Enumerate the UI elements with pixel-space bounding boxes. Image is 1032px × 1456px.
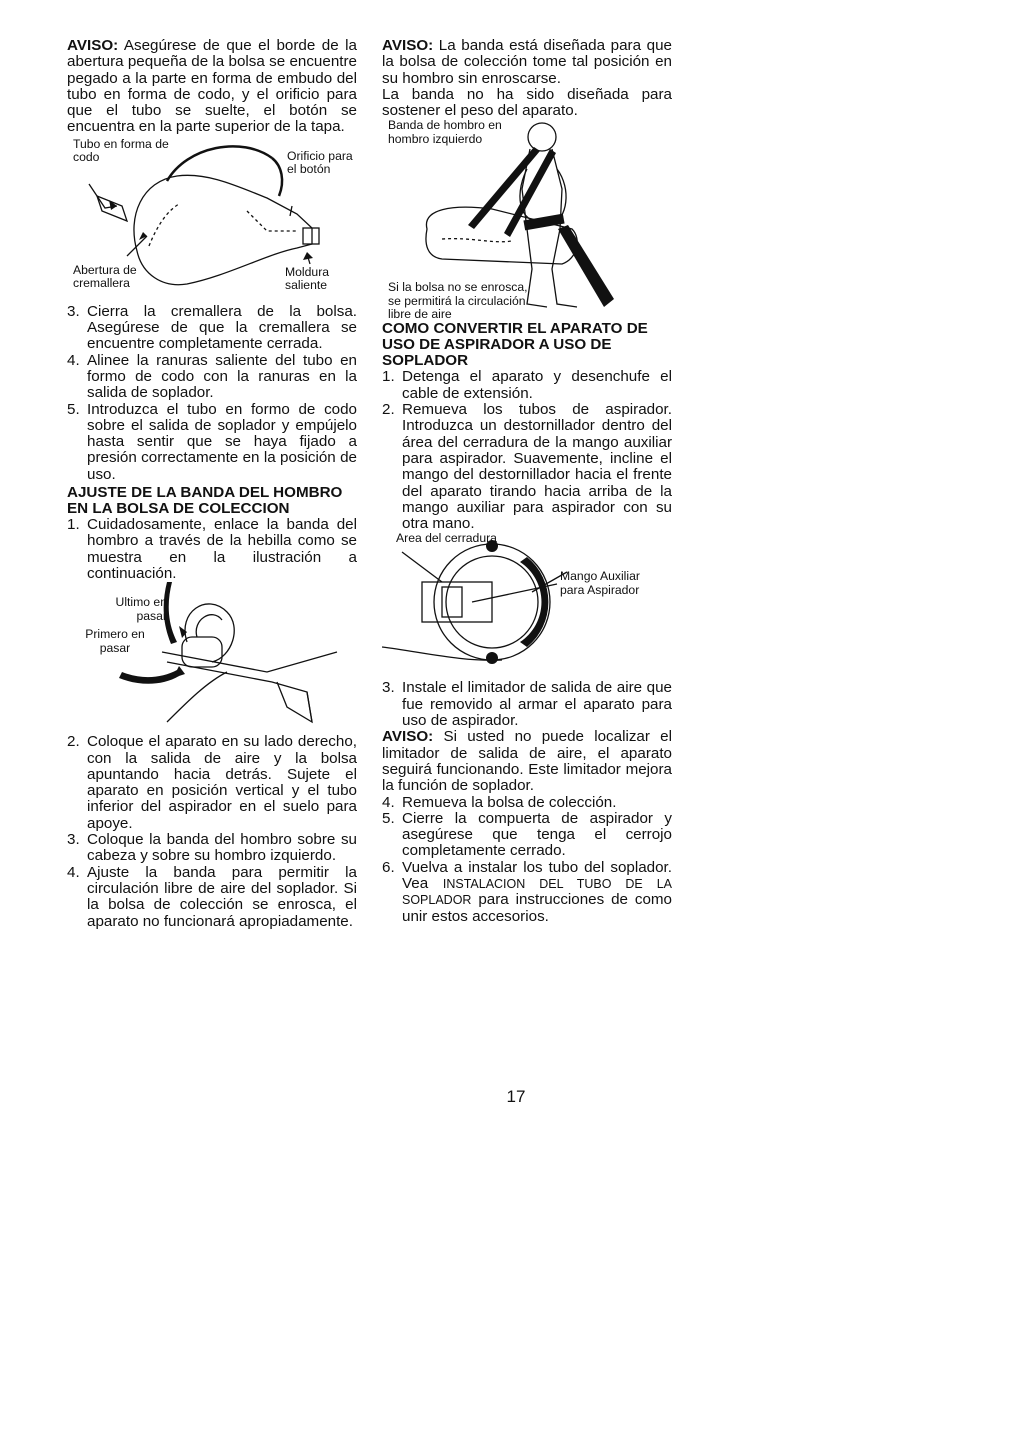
elbow-tube-figure xyxy=(67,136,357,304)
section-heading-shoulder-strap: AJUSTE DE LA BANDA DEL HOMBRO EN LA BOLSA DE COLECCION xyxy=(67,484,343,518)
label-area-cerradura: Area del cerradura xyxy=(396,531,497,546)
latch-area-figure xyxy=(382,532,672,680)
aviso-label: AVISO: xyxy=(382,37,434,54)
list-item: 1. Detenga el aparato y desenchufe el cable de extensión. xyxy=(382,368,672,402)
shoulder-strap-figure xyxy=(382,118,672,322)
steps-list-b2 xyxy=(67,734,357,930)
aviso-text: Si usted no puede localizar el limitador de salida de aire, el aparato seguirá funcionando. Este limitador mejora la función de soplador. xyxy=(382,728,672,795)
steps-list-c2 xyxy=(382,680,672,729)
aviso-paragraph-2 xyxy=(382,38,672,87)
list-item: 4. Remueva la bolsa de colección. xyxy=(382,793,617,811)
label-abertura: Abertura de cremallera xyxy=(73,262,137,291)
aviso-text: Asegúrese de que el borde de la abertura pequeña de la bolsa se encuentre pegado a la parte en forma de embudo del tubo en forma de codo, y el orificio para que el tubo se suelte, el botón se encuentra en la parte superior de la tapa. xyxy=(67,37,357,136)
aviso-label: AVISO: xyxy=(67,37,119,54)
label-banda: Banda de hombro en hombro izquierdo xyxy=(388,118,502,146)
section-heading-convert: COMO CONVERTIR EL APARATO DE USO DE ASPIRADOR A USO DE SOPLADOR xyxy=(382,320,648,370)
label-orificio: Orificio para el botón xyxy=(287,148,353,177)
list-item: 6. Vuelva a instalar los tubo del soplador. Vea INSTALACION DEL TUBO DE LA SOPLADOR para instrucciones de como unir estos accesorios. xyxy=(382,858,672,925)
list-item: 1. Cuidadosamente, enlace la banda del hombro a través de la hebilla como se muestra en la ilustración a continuación. xyxy=(67,516,357,582)
steps-list-a xyxy=(67,304,357,483)
label-moldura: Moldura saliente xyxy=(285,264,330,293)
list-item: 4. Alinee la ranuras saliente del tubo en formo de codo con la ranuras en la salida de soplador. xyxy=(67,351,357,402)
list-item: 2. Remueva los tubos de aspirador. Introduzca un destornillador dentro del área del cerradura de la mango auxiliar para aspirador. Suavemente, incline el mango del destornillador hacia el frente del aparato tirando hacia arriba de la mango auxiliar para aspirador con su otra mano. xyxy=(382,401,672,533)
list-item: 4. Ajuste la banda para permitir la circulación libre de aire del soplador. Si la bolsa de colección se enrosca, el aparato no funcionará apropiadamente. xyxy=(67,863,357,930)
cross-reference: INSTALACION DEL TUBO DE LA SOPLADOR xyxy=(402,877,672,908)
label-tubo: Tubo en forma de codo xyxy=(73,136,169,165)
label-primero: Primero en pasar xyxy=(85,627,145,655)
aviso-paragraph-3 xyxy=(382,729,672,794)
steps-list-b1 xyxy=(67,517,357,582)
list-item: 3. Coloque la banda del hombro sobre su cabeza y sobre su hombro izquierdo. xyxy=(67,831,357,865)
list-item: 2. Coloque el aparato en su lado derecho, con la salida de aire y la bolsa apuntando hacia detrás. Sujete el aparato en posición vertical y el tubo inferior del aspirador en el suelo para apoye. xyxy=(67,733,357,832)
aviso-label: AVISO: xyxy=(382,728,434,746)
steps-list-c3 xyxy=(382,795,672,925)
steps-list-c1 xyxy=(382,369,672,532)
list-item: 3. Instale el limitador de salida de aire que fue removido al armar el aparato para uso de aspirador. xyxy=(382,679,672,730)
aviso-paragraph-1 xyxy=(67,38,357,136)
page-number: 17 xyxy=(506,1087,526,1106)
label-si-bolsa: Si la bolsa no se enrosca, se permitirá la circulación libre de aire xyxy=(388,280,528,322)
auxiliary-handle-illustration xyxy=(382,532,672,680)
label-mango-auxiliar: Mango Auxiliar para Aspirador xyxy=(560,569,640,597)
list-item: 5. Cierre la compuerta de aspirador y asegúrese que tenga el cerrojo completamente cerrado. xyxy=(382,809,672,860)
left-column xyxy=(67,38,357,930)
buckle-figure xyxy=(67,582,357,734)
label-ultimo: Ultimo en pasar xyxy=(115,595,167,623)
aviso-paragraph-2b: La banda no ha sido diseñada para sostener el peso del aparato. xyxy=(382,85,672,120)
right-column xyxy=(382,38,672,925)
list-item: 5. Introduzca el tubo en formo de codo sobre el salida de soplador y empújelo hasta sentir que se haya fijado a presión correctamente en la posición de uso. xyxy=(67,400,357,483)
list-item: 3. Cierra la cremallera de la bolsa. Asegúrese de que la cremallera se encuentre completamente cerrada. xyxy=(67,302,357,353)
aviso-text: La banda está diseñada para que la bolsa de colección tome tal posición en su hombro sin enroscarse. xyxy=(382,37,672,87)
